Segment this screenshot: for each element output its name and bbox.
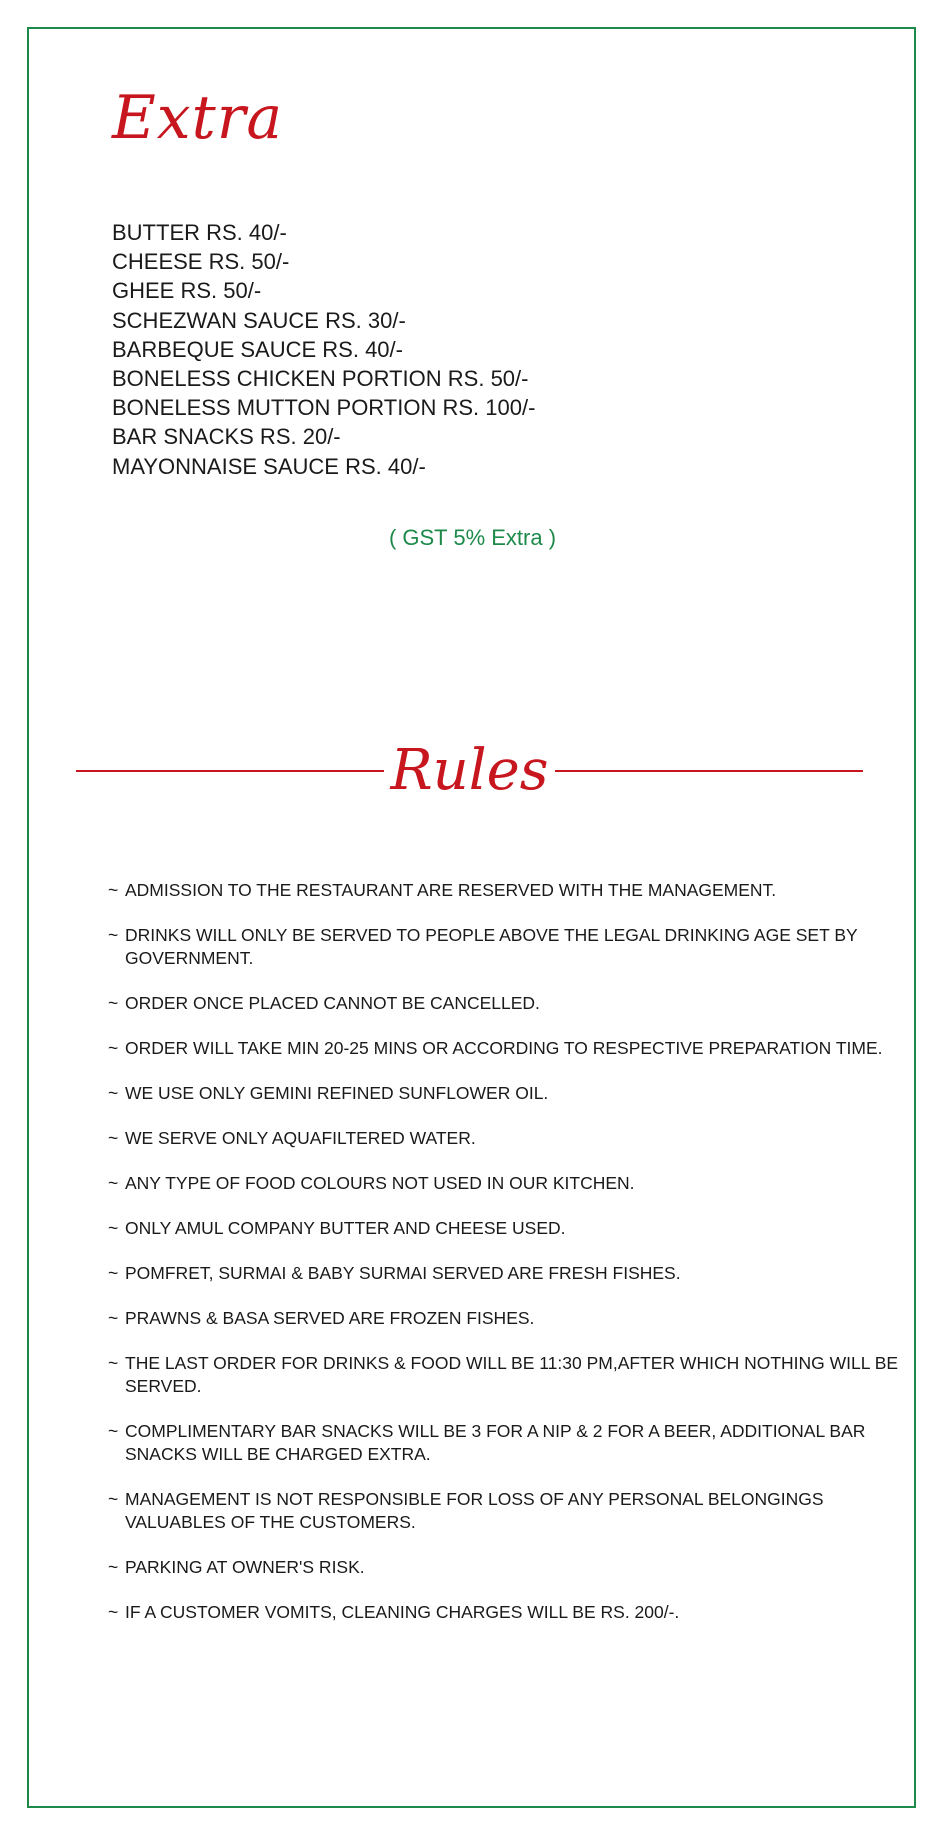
rule-text: ADMISSION TO THE RESTAURANT ARE RESERVED WITH THE MANAGEMENT. <box>125 880 777 900</box>
rule-bullet: ~ <box>108 1557 119 1577</box>
rule-bullet: ~ <box>108 993 119 1013</box>
extras-list <box>112 218 535 481</box>
rules-title: Rules <box>390 738 549 803</box>
rule-text: IF A CUSTOMER VOMITS, CLEANING CHARGES WILL BE RS. 200/-. <box>125 1602 680 1622</box>
rule-bullet: ~ <box>108 1038 119 1058</box>
extras-item: BONELESS MUTTON PORTION RS. 100/- <box>112 395 536 421</box>
rule-bullet: ~ <box>108 1602 119 1622</box>
rule-text: POMFRET, SURMAI & BABY SURMAI SERVED ARE FRESH FISHES. <box>125 1263 681 1283</box>
rule-bullet: ~ <box>108 925 119 945</box>
rule-item <box>108 879 908 902</box>
rule-bullet: ~ <box>108 1353 119 1373</box>
rule-text: ORDER WILL TAKE MIN 20-25 MINS OR ACCORDING TO RESPECTIVE PREPARATION TIME. <box>125 1038 883 1058</box>
rule-text: ORDER ONCE PLACED CANNOT BE CANCELLED. <box>125 993 540 1013</box>
rule-item <box>108 1262 908 1285</box>
rule-item <box>108 924 908 970</box>
extras-item: BARBEQUE SAUCE RS. 40/- <box>112 336 403 362</box>
extras-item: CHEESE RS. 50/- <box>112 249 290 275</box>
rule-bullet: ~ <box>108 1083 119 1103</box>
rule-text: PARKING AT OWNER'S RISK. <box>125 1557 365 1577</box>
extras-item: BAR SNACKS RS. 20/- <box>112 424 341 450</box>
rule-item <box>108 1307 908 1330</box>
rule-text: ANY TYPE OF FOOD COLOURS NOT USED IN OUR KITCHEN. <box>125 1173 635 1193</box>
rule-bullet: ~ <box>108 1263 119 1283</box>
extras-item: BONELESS CHICKEN PORTION RS. 50/- <box>112 366 529 392</box>
rule-item <box>108 1217 908 1240</box>
rule-item <box>108 992 908 1015</box>
rule-item <box>108 1082 908 1105</box>
rule-item <box>108 1601 908 1624</box>
rule-text: DRINKS WILL ONLY BE SERVED TO PEOPLE ABOVE THE LEGAL DRINKING AGE SET BY GOVERNMENT. <box>125 925 858 968</box>
rule-bullet: ~ <box>108 880 119 900</box>
rule-item <box>108 1172 908 1195</box>
rule-text: THE LAST ORDER FOR DRINKS & FOOD WILL BE 11:30 PM,AFTER WHICH NOTHING WILL BE SERVED. <box>125 1353 899 1396</box>
rule-item <box>108 1127 908 1150</box>
rule-bullet: ~ <box>108 1489 119 1509</box>
rule-item <box>108 1352 908 1398</box>
rule-item <box>108 1420 908 1466</box>
rule-bullet: ~ <box>108 1128 119 1148</box>
rule-item <box>108 1037 908 1060</box>
rules-heading <box>76 730 863 812</box>
extras-item: MAYONNAISE SAUCE RS. 40/- <box>112 453 426 479</box>
rule-text: PRAWNS & BASA SERVED ARE FROZEN FISHES. <box>125 1308 535 1328</box>
extras-item: BUTTER RS. 40/- <box>112 220 287 245</box>
rule-item <box>108 1488 908 1534</box>
rule-bullet: ~ <box>108 1218 119 1238</box>
rule-text: WE USE ONLY GEMINI REFINED SUNFLOWER OIL. <box>125 1083 549 1103</box>
rule-bullet: ~ <box>108 1308 119 1328</box>
heading-divider-right <box>555 770 863 772</box>
rules-list <box>108 879 908 1646</box>
extras-item: SCHEZWAN SAUCE RS. 30/- <box>112 307 406 333</box>
extras-item: GHEE RS. 50/- <box>112 278 262 304</box>
rule-bullet: ~ <box>108 1421 119 1441</box>
rule-text: ONLY AMUL COMPANY BUTTER AND CHEESE USED. <box>125 1218 566 1238</box>
rule-text: MANAGEMENT IS NOT RESPONSIBLE FOR LOSS OF ANY PERSONAL BELONGINGS VALUABLES OF THE CUSTOMERS. <box>125 1489 824 1532</box>
rule-item <box>108 1556 908 1579</box>
gst-note: ( GST 5% Extra ) <box>388 525 557 550</box>
rule-bullet: ~ <box>108 1173 119 1193</box>
rule-text: WE SERVE ONLY AQUAFILTERED WATER. <box>125 1128 476 1148</box>
rule-text: COMPLIMENTARY BAR SNACKS WILL BE 3 FOR A NIP & 2 FOR A BEER, ADDITIONAL BAR SNACKS WILL BE CHARGED EXTRA. <box>125 1421 866 1464</box>
extra-title: Extra <box>112 83 284 153</box>
